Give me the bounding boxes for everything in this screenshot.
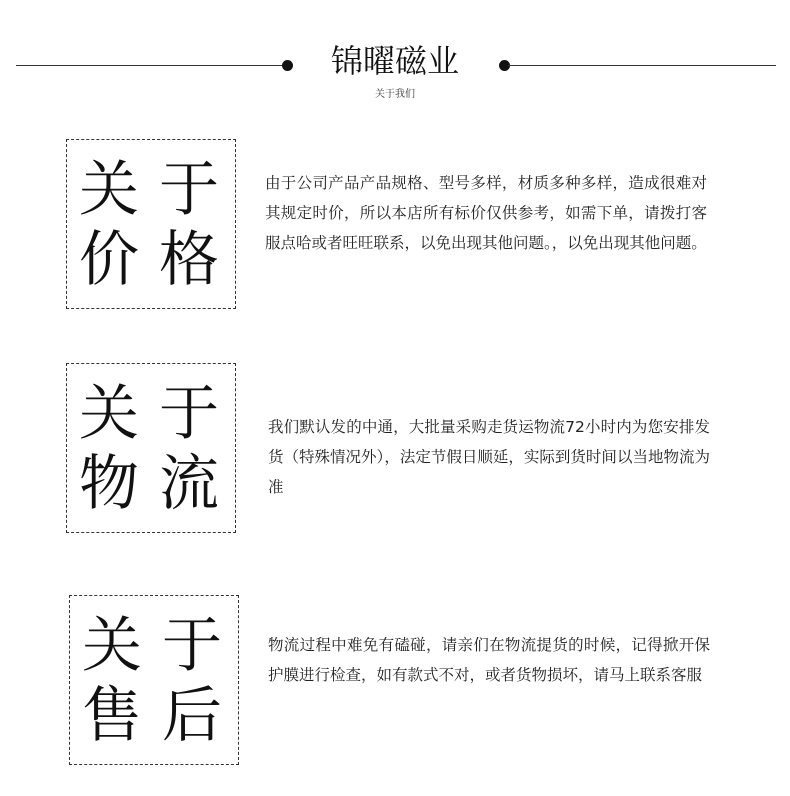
section-text-price: 由于公司产品产品规格、型号多样，材质多种多样，造成很难对其规定时价，所以本店所有标价仅供参考，如需下单，请拨打客服点哈或者旺旺联系，以免出现其他问题。，以免出现其他问题。 bbox=[265, 174, 707, 252]
label-char: 后 bbox=[162, 681, 222, 751]
label-char: 流 bbox=[159, 449, 219, 519]
label-char: 关 bbox=[79, 155, 139, 225]
label-char: 物 bbox=[79, 449, 139, 519]
label-char: 于 bbox=[162, 611, 222, 681]
header-divider-left bbox=[16, 65, 288, 66]
section-text-after-sales: 物流过程中难免有磕碰，请亲们在物流提货的时候，记得掀开保护膜进行检查，如有款式不对，或者货物损坏，请马上联系客服 bbox=[268, 636, 710, 684]
header-divider-right bbox=[508, 65, 776, 66]
label-char: 于 bbox=[159, 379, 219, 449]
label-char: 关 bbox=[79, 379, 139, 449]
page-subtitle: 关于我们 bbox=[375, 89, 415, 100]
label-char: 格 bbox=[159, 225, 219, 295]
label-char: 售 bbox=[82, 681, 142, 751]
section-label-box-after-sales bbox=[69, 595, 239, 765]
page-title: 锦曜磁业 bbox=[330, 42, 459, 80]
label-char: 于 bbox=[159, 155, 219, 225]
section-label-box-logistics bbox=[66, 363, 236, 533]
label-char: 关 bbox=[82, 611, 142, 681]
section-label-box-price bbox=[66, 139, 236, 309]
label-char: 价 bbox=[79, 225, 139, 295]
section-text-logistics: 我们默认发的中通，大批量采购走货运物流72小时内为您安排发货（特殊情况外），法定节假日顺延，实际到货时间以当地物流为准 bbox=[268, 418, 710, 496]
